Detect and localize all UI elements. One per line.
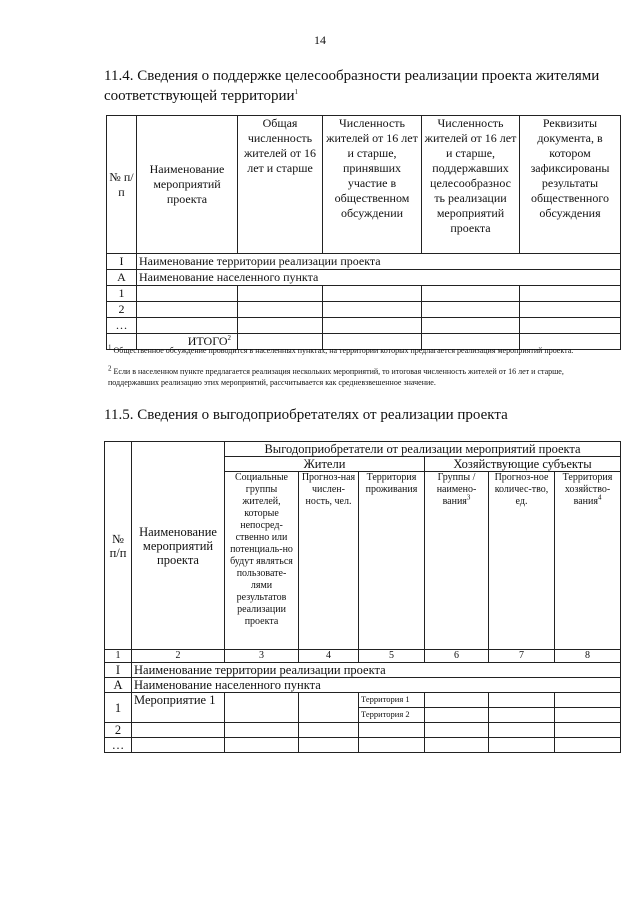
col-number: 6 [425,650,489,663]
settlement-name: Наименование населенного пункта [132,678,621,693]
col-number: 7 [489,650,555,663]
row-num: 2 [105,723,132,738]
table-row [107,302,621,318]
beneficiaries-table [104,441,621,753]
row-num: А [105,678,132,693]
col-number: 4 [299,650,359,663]
col-number: 5 [359,650,425,663]
footnote-2-text: Если в населенном пункте предлагается реализация нескольких мероприятий, то итоговая численность жителей от 16 лет и старше, поддержавших реализацию этих мероприятий, рассчитывается как средневзвешенное значение. [108,367,564,387]
territory-name: Наименование территории реализации проекта [132,663,621,678]
col-number: 1 [105,650,132,663]
header-groups-names [425,472,489,650]
col-number: 2 [132,650,225,663]
header-total-population: Общая численность жителей от 16 лет и старше [238,116,323,254]
col-number: 8 [555,650,621,663]
row-num: I [107,254,137,270]
row-territory [107,254,621,270]
footnote-1-text: Общественное обсуждение проводится в населенных пунктах, на территории которых предлагается реализация мероприятий проекта. [113,346,574,355]
table-row [107,318,621,334]
footnote-ref-3: 3 [466,493,471,502]
header-residence-territory: Территория проживания [359,472,425,650]
footnote-ref-4: 4 [597,493,602,502]
header-business-territory [555,472,621,650]
footnote-2 [108,366,608,388]
section-11-4-title [104,66,624,106]
row-num: 1 [107,286,137,302]
row-settlement [107,270,621,286]
territory-name: Наименование территории реализации проекта [137,254,621,270]
header-participants: Численность жителей от 16 лет и старше, принявших участие в общественном обсуждении [323,116,422,254]
header-residents: Жители [225,457,425,472]
header-forecast-population: Прогноз-ная числен-ность, чел. [299,472,359,650]
column-numbers-row [105,650,621,663]
header-groups-text: Группы / наимено-вания [436,472,477,507]
event-name: Мероприятие 1 [132,693,225,723]
col-number: 3 [225,650,299,663]
footnote-ref-2: 2 [227,334,231,342]
territory-2: Территория 2 [359,708,425,723]
total-text: ИТОГО [187,334,228,348]
table-row [107,286,621,302]
header-business-territory-text: Территория хозяйство-вания [562,472,613,507]
table-row [105,723,621,738]
section-11-5-title: 11.5. Сведения о выгодоприобретателях от реализации проекта [104,407,508,423]
table-row [105,738,621,753]
footnote-2-mark: 2 [108,364,112,373]
row-num: … [107,318,137,334]
row-num: 1 [105,693,132,723]
header-num: № п/п [107,116,137,254]
row-num: 2 [107,302,137,318]
header-event-name: Наименование мероприятий проекта [132,442,225,650]
header-supporters: Численность жителей от 16 лет и старше, поддержавших целесообразнос ть реализации мероприятий проекта [422,116,520,254]
event-row [105,693,621,708]
header-document: Реквизиты документа, в котором зафиксированы результаты общественного обсуждения [520,116,621,254]
support-header-row [107,116,621,254]
header-forecast-count: Прогноз-ное количес-тво, ед. [489,472,555,650]
row-num: … [105,738,132,753]
header-business-entities: Хозяйствующие субъекты [425,457,621,472]
header-event-name: Наименование мероприятий проекта [137,116,238,254]
row-settlement [105,678,621,693]
row-num: I [105,663,132,678]
row-num: А [107,270,137,286]
page-number: 14 [314,33,326,47]
header-social-groups: Социальные группы жителей, которые непосред-ственно или потенциаль-но будут являться пользовате-лями результатов реализации проекта [225,472,299,650]
header-beneficiaries: Выгодоприобретатели от реализации мероприятий проекта [225,442,621,457]
support-table [106,115,621,350]
row-territory [105,663,621,678]
group-header-row [105,442,621,457]
footnote-ref-1: 1 [294,88,299,96]
section-11-4-title-text: 11.4. Сведения о поддержке целесообразности реализации проекта жителями соответствующей территории [104,68,600,104]
territory-1: Территория 1 [359,693,425,708]
footnote-1-mark: 1 [108,343,112,352]
settlement-name: Наименование населенного пункта [137,270,621,286]
footnote-1 [108,345,608,356]
header-num: № п/п [105,442,132,650]
